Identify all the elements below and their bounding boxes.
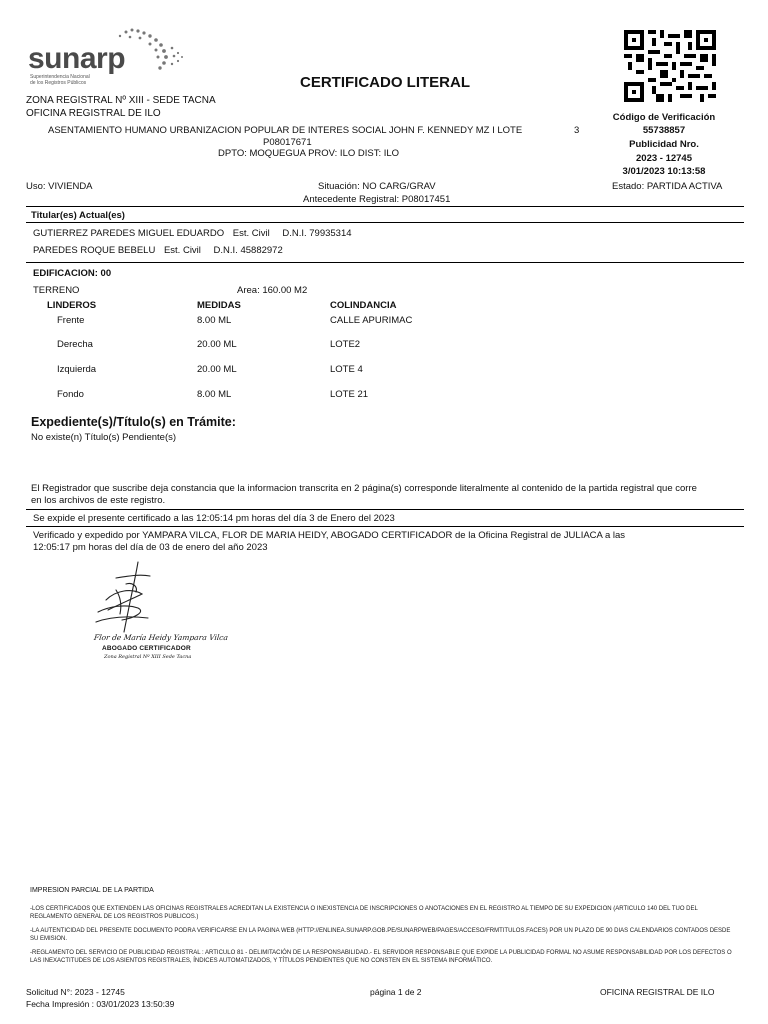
titular-row [33, 245, 283, 256]
signature-name: Flor de María Heidy Yampara Vilca [93, 633, 229, 642]
col-linderos: LINDEROS [47, 300, 97, 311]
lindero-name: Fondo [57, 389, 84, 400]
lindero-name: Derecha [57, 339, 93, 350]
lindero-colindancia: CALLE APURIMAC [330, 315, 413, 326]
antecedente-registral: Antecedente Registral: P08017451 [303, 194, 451, 205]
lote-number: 3 [574, 125, 580, 136]
direccion-line-1: ASENTAMIENTO HUMANO URBANIZACION POPULAR DE INTERES SOCIAL JOHN F. KENNEDY MZ I LOTE [48, 125, 523, 136]
titular-civil: Est. Civil [163, 245, 201, 256]
titulares-heading: Titular(es) Actual(es) [31, 210, 125, 221]
lindero-colindancia: LOTE2 [330, 339, 361, 350]
signature-icon [86, 560, 196, 640]
divider [26, 206, 744, 207]
signature-role: ABOGADO CERTIFICADOR [102, 645, 191, 652]
partida-number: P08017671 [263, 137, 312, 148]
divider [26, 509, 744, 510]
logo-name: sunarp [28, 42, 126, 75]
disclaimer-paragraph: -REGLAMENTO DEL SERVICIO DE PUBLICIDAD REGISTRAL : ARTICULO 81 - DELIMITACIÓN DE LA RESPONSABILIDAD.- EL SERVIDOR RESPONSABLE QUE EXPIDE LA PUBLICIDAD FORMAL NO ASUME RESPONSABILIDAD POR LOS DEFECTOS O LAS INEXACTITUDES DE LOS ASIENTOS REGISTRALES, ÍNDICES AUTOMATIZADOS, Y TÍTULOS PENDIENTES QUE NO CONSTEN EN EL SISTEMA INFORMÁTICO. [30, 950, 732, 964]
publicidad-label: Publicidad Nro. [629, 139, 699, 150]
uso: Uso: VIVIENDA [26, 181, 93, 192]
lindero-colindancia: LOTE 21 [330, 389, 369, 400]
titular-dni: D.N.I. 45882972 [213, 245, 283, 256]
verification-date: 3/01/2023 10:13:58 [622, 166, 706, 177]
expide-text: Se expide el presente certificado a las 12:05:14 pm horas del día 3 de Enero del 2023 [33, 513, 395, 524]
titular-nombre: GUTIERREZ PAREDES MIGUEL EDUARDO [33, 228, 225, 239]
titular-row [33, 228, 352, 239]
area: Area: 160.00 M2 [237, 285, 308, 296]
publicidad-number: 2023 - 12745 [636, 153, 692, 164]
registrador-text-1: El Registrador que suscribe deja constancia que la informacion transcrita en 2 página(s) corresponde literalmente al contenido de la partida registral que corre [31, 483, 697, 494]
lindero-medida: 20.00 ML [197, 339, 237, 350]
page-number: página 1 de 2 [370, 987, 422, 997]
logo-subtitle-2: de los Registros Públicos [30, 80, 87, 86]
ubicacion: DPTO: MOQUEGUA PROV: ILO DIST: ILO [218, 148, 400, 159]
situacion: Situación: NO CARG/GRAV [318, 181, 436, 192]
lindero-medida: 20.00 ML [197, 364, 237, 375]
document-title: CERTIFICADO LITERAL [300, 74, 470, 91]
col-colindancia: COLINDANCIA [330, 300, 397, 311]
lindero-colindancia: LOTE 4 [330, 364, 363, 375]
lindero-name: Frente [57, 315, 85, 326]
verification-code: 55738857 [642, 125, 686, 136]
fecha-impresion: Fecha Impresión : 03/01/2023 13:50:39 [26, 999, 175, 1009]
disclaimer-paragraph: -LA AUTENTICIDAD DEL PRESENTE DOCUMENTO PODRA VERIFICARSE EN LA PAGINA WEB (HTTP://ENLINEA.SUNARP.GOB.PE/SUNARPWEB/PAGES/ACCESO/FRMTITULOS.FACES) POR UN PLAZO DE 90 DIAS CALENDARIOS CONTADOS DESDE SU EMISION. [30, 928, 731, 942]
signature-zona: Zona Registral Nº XIII Sede Tacna [104, 654, 192, 660]
verificado-text-1: Verificado y expedido por YAMPARA VILCA, FLOR DE MARIA HEIDY, ABOGADO CERTIFICADOR de la Oficina Registral de JULIACA a las [33, 530, 626, 541]
sunarp-logo [26, 26, 196, 96]
estado: Estado: PARTIDA ACTIVA [612, 181, 723, 192]
footer-oficina: OFICINA REGISTRAL DE ILO [600, 987, 715, 997]
divider [26, 262, 744, 263]
qr-code-icon [624, 30, 716, 102]
logo-subtitle-1: Superintendencia Nacional [30, 74, 90, 80]
disclaimer-paragraph: -LOS CERTIFICADOS QUE EXTIENDEN LAS OFICINAS REGISTRALES ACREDITAN LA EXISTENCIA O INEXISTENCIA DE INSCRIPCIONES O ANOTACIONES EN EL REGISTRO AL TIEMPO DE SU EXPEDICION (ARTICULO 140 DEL TUO DEL REGLAMENTO GENERAL DE LOS REGISTROS PUBLICOS.) [30, 906, 698, 920]
titular-civil: Est. Civil [232, 228, 270, 239]
verification-code-label: Código de Verificación [612, 112, 716, 123]
lindero-medida: 8.00 ML [197, 315, 232, 326]
oficina-registral: OFICINA REGISTRAL DE ILO [26, 108, 161, 119]
verificado-text-2: 12:05:17 pm horas del día de 03 de enero del año 2023 [33, 542, 268, 553]
terreno-label: TERRENO [33, 285, 80, 296]
titular-dni: D.N.I. 79935314 [282, 228, 352, 239]
solicitud-number: Solicitud N°: 2023 - 12745 [26, 987, 125, 997]
edificacion-heading: EDIFICACION: 00 [33, 268, 112, 279]
lindero-medida: 8.00 ML [197, 389, 232, 400]
expediente-heading: Expediente(s)/Título(s) en Trámite: [31, 415, 236, 429]
expediente-text: No existe(n) Título(s) Pendiente(s) [31, 432, 177, 443]
divider [26, 526, 744, 527]
titular-nombre: PAREDES ROQUE BEBELU [33, 245, 156, 256]
col-medidas: MEDIDAS [197, 300, 241, 311]
zona-registral: ZONA REGISTRAL Nº XIII - SEDE TACNA [26, 95, 216, 106]
registrador-text-2: en los archivos de este registro. [31, 495, 166, 506]
lindero-name: Izquierda [57, 364, 97, 375]
divider [26, 222, 744, 223]
disclaimer-heading: IMPRESION PARCIAL DE LA PARTIDA [30, 887, 154, 894]
